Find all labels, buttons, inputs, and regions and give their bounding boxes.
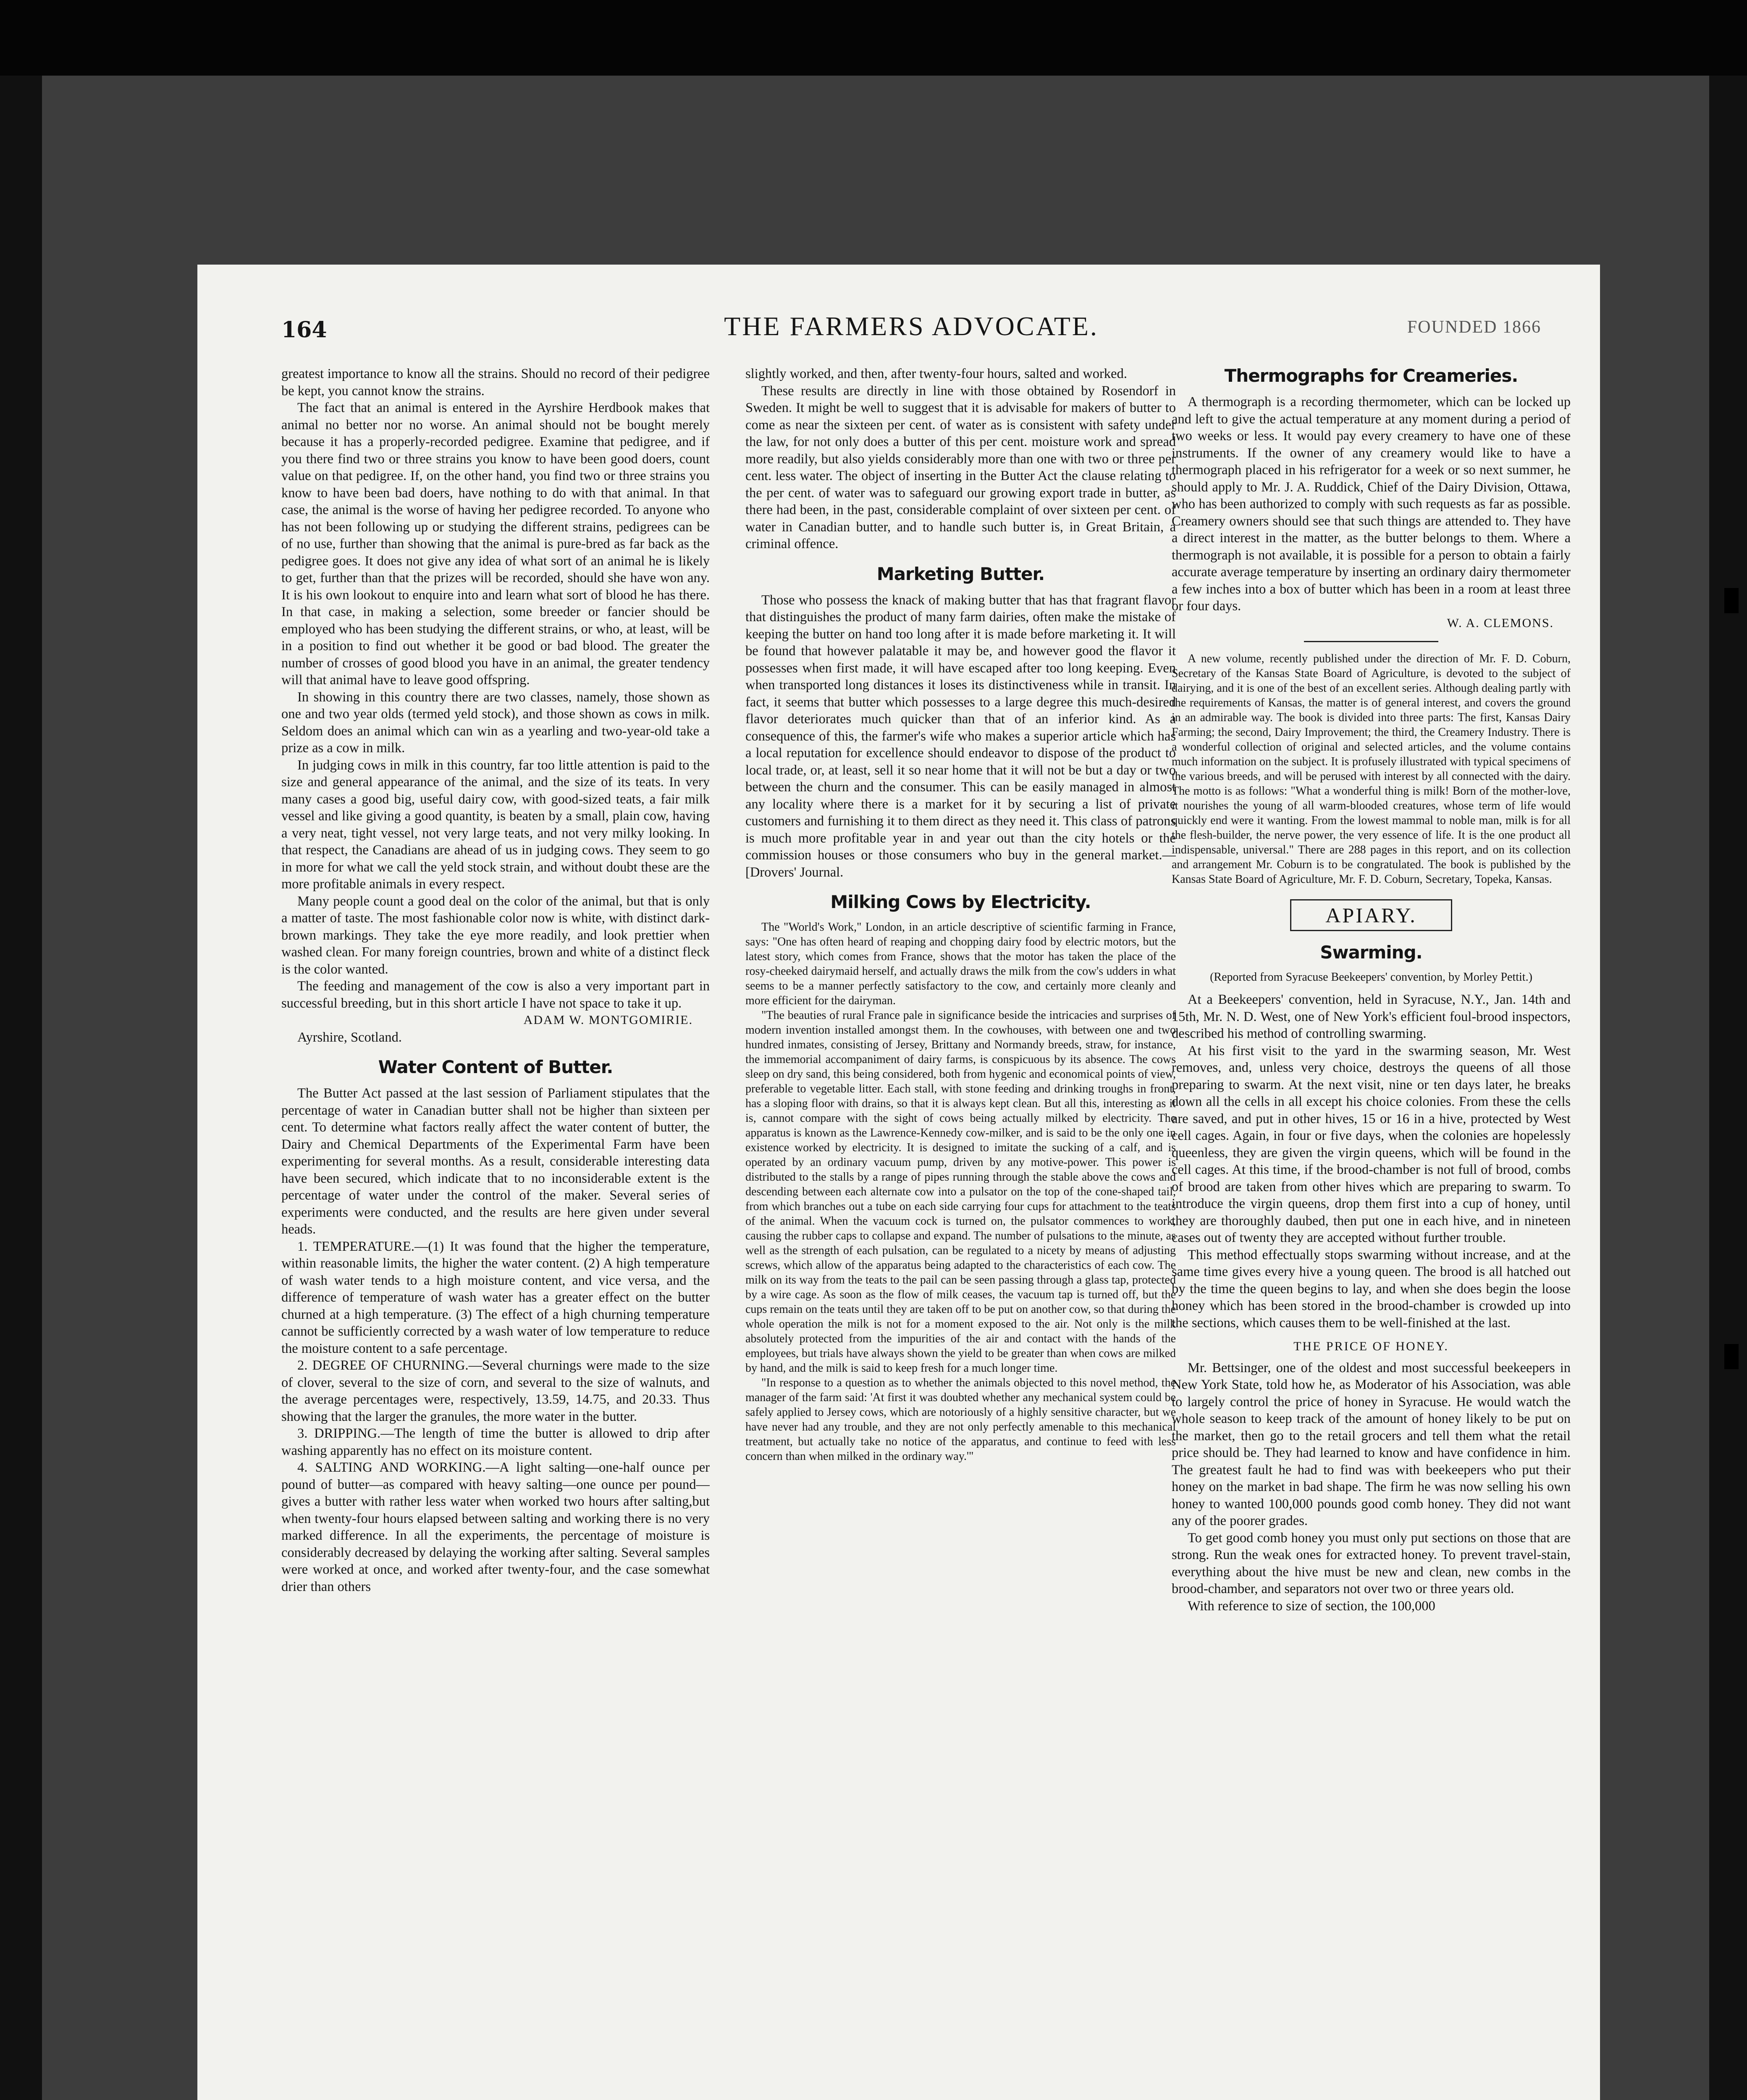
article-heading: Marketing Butter. — [876, 563, 1045, 584]
paragraph: These results are directly in line with those obtained by Rosendorf in Sweden. It might be well to suggest that it is advisable for makers of butter to come as near the sixteen per cent. of water as is consistent with safety under the law, for not only does a butter of this per cent. moisture work and spread more readily, but also yields considerably more than one with two or three per cent. less water. The object of inserting in the Butter Act the clause relating to the per cent. of water was to safeguard our growing export trade in butter, as there had been, in the past, considerable complaint of over sixteen per cent. of water in Canadian butter, and to handle such butter is, in Great Britain, a criminal offence. — [745, 383, 1176, 551]
page-number: 164 — [281, 317, 327, 343]
paragraph: A thermograph is a recording thermometer, which can be locked up and left to give the actual temperature at any moment during a period of two weeks or less. It would pay every creamery to have one of these instruments. If the owner of any creamery would like to have a thermograph placed in his refrigerator for a week or so next summer, he should apply to Mr. J. A. Ruddick, Chief of the Dairy Division, Ottawa, who has been authorized to comply with such requests as far as possible. Creamery owners should see that such things are attended to. They have a direct interest in the matter, as the butter belongs to them. Where a thermograph is not available, it is possible for a person to obtain a fairly accurate average temperature by inserting an ordinary dairy thermometer a few inches into a box of butter which has been in a room at least three or four days. — [1172, 394, 1571, 614]
paragraph: 4. SALTING AND WORKING.—A light salting—one-half ounce per pound of butter—as compared with heavy salting—one ounce per pound—gives a butter with rather less water when worked two hours after salting,but when twenty-four hours elapsed between salting and working there is no very marked difference. In all the experiments, the percentage of moisture is considerably decreased by delaying the working after salting. Several samples were worked at once, and worked after twenty-four, and the case somewhat drier than others — [281, 1460, 710, 1594]
paragraph: Those who possess the knack of making butter that has that fragrant flavor that distinguishes the product of many farm dairies, often make the mistake of keeping the butter on hand too long after it is made before marketing it. It will be found that however palatable it may be, and however good the flavor it possesses when first made, it will have escaped after too long keeping. Even when transported long distances it loses its distinctiveness while in transit. In fact, it seems that butter which possesses to a large degree this much-desired flavor deteriorates much quicker than that of an inferior kind. As a consequence of this, the farmer's wife who makes a superior article which has a local reputation for excellence should endeavor to dispose of the product to local trade, or, at least, sell it so near home that it will not be but a day or two between the churn and the consumer. This can be easily managed in almost any locality where there is a market for it by securing a list of private customers and furnishing it to them direct as they need it. This class of patrons is much more profitable year in and year out than the city hotels or the commission houses or those consumers who buy in the general market.—[Drovers' Journal. — [745, 592, 1176, 880]
article-heading: Water Content of Butter. — [378, 1057, 613, 1077]
paragraph: 1. TEMPERATURE.—(1) It was found that the higher the temperature, within reasonable limits, the higher the water content. (2) A high temperature of wash water tends to a high moisture content, and vice versa, and the difference of temperature of wash water has a greater effect on the butter churned at a high temperature. (3) The effect of a high churning temperature cannot be sufficiently corrected by a wash water of low temperature to reduce the moisture content to a safe percentage. — [281, 1239, 710, 1356]
paragraph: The feeding and management of the cow is also a very important part in successful breeding, but in this short article I have not space to take it up. — [281, 979, 710, 1011]
newspaper-page — [197, 265, 1600, 2100]
column-2 — [745, 365, 1176, 2100]
paragraph: slightly worked, and then, after twenty-four hours, salted and worked. — [745, 366, 1127, 381]
masthead: THE FARMERS ADVOCATE. — [724, 311, 1099, 341]
divider — [1304, 641, 1438, 642]
paragraph: Mr. Bettsinger, one of the oldest and most successful beekeepers in New York State, told how he, as Moderator of his Association, was able to largely control the price of honey in Syracuse. He would watch the whole season to keep track of the amount of honey likely to be put on the market, then go to the retail grocers and tell them what the retail price should be. They had learned to know and have confidence in him. The greatest fault he had to find was with beekeepers who put their honey on the market in bad shape. The firm he was now selling his own honey to wanted 100,000 pounds good comb honey. They did not want any of the poorer grades. — [1172, 1360, 1571, 1528]
column-3 — [1172, 365, 1571, 2100]
paragraph: 2. DEGREE OF CHURNING.—Several churnings were made to the size of clover, several to the size of corn, and several to the size of walnuts, and the average percentages were, respectively, 13.59, 14.75, and 20.33. Thus showing that the larger the granules, the more water in the butter. — [281, 1358, 710, 1424]
paragraph: In judging cows in milk in this country, far too little attention is paid to the size and general appearance of the animal, and the size of its teats. In very many cases a good big, useful dairy cow, with good-sized teats, a fair milk vessel and like giving a good quantity, is beaten by a small, plain cow, having a very neat, tight vessel, not very large teats, and not very milky looking. In that respect, the Canadians are ahead of us in judging cows. They seem to go in more for what we call the yeld stock strain, and without doubt these are the more profitable animals in every respect. — [281, 757, 710, 892]
film-sprocket-hole — [1724, 1344, 1739, 1369]
subheading: THE PRICE OF HONEY. — [1293, 1339, 1449, 1353]
paragraph: To get good comb honey you must only put sections on those that are strong. Run the weak ones for extracted honey. To prevent travel-stain, everything about the hive must be new and clean, new combs in the brood-chamber, and separators not over two or three years old. — [1172, 1530, 1571, 1596]
author-signature: ADAM W. MONTGOMIRIE. — [523, 1013, 693, 1027]
paragraph: The Butter Act passed at the last session of Parliament stipulates that the percentage of water in Canadian butter shall not be higher than sixteen per cent. To determine what factors really affect the water content of butter, the Dairy and Chemical Departments of the Experimental Farm have been experimenting for several months. As a result, considerable interesting data have been secured, which indicate that to no inconsiderable extent is the percentage of water under the control of the maker. Several series of experiments were conducted, and the results are here given under several heads. — [281, 1086, 710, 1237]
article-heading: Swarming. — [1320, 942, 1422, 963]
founded-line: FOUNDED 1866 — [1407, 318, 1541, 337]
paragraph: A new volume, recently published under the direction of Mr. F. D. Coburn, Secretary of the Kansas State Board of Agriculture, is devoted to the subject of dairying, and it is one of the best of an excellent series. Although dealing partly with the requirements of Kansas, the matter is of general interest, and covers the ground in an admirable way. The book is divided into three parts: The first, Kansas Dairy Farming; the second, Dairy Improvement; the third, the Creamery Industry. There is a wonderful collection of original and selected articles, and the volume contains much information on the subject. It is profusely illustrated with typical specimens of the various breeds, and will be perused with interest by all connected with the dairy. The motto is as follows: "What a wonderful thing is milk! Born of the mother-love, it nourishes the young of all warm-blooded creatures, whose term of life would quickly end were it wanting. From the lowest mammal to noble man, milk is for all the flesh-builder, the nerve power, the very essence of life. It is the one product all indispensable, universal." There are 288 pages in this report, and on its collection and arrangement Mr. Coburn is to be congratulated. The book is published by the Kansas State Board of Agriculture, Mr. F. D. Coburn, Secretary, Topeka, Kansas. — [1172, 652, 1571, 886]
article-heading: Thermographs for Creameries. — [1224, 365, 1518, 386]
paragraph: Many people count a good deal on the color of the animal, but that is only a matter of taste. The most fashionable color now is white, with distinct dark-brown markings. They take the eye more readily, and look prettier when washed clean. For many foreign countries, brown and white of a distinct fleck is the color wanted. — [281, 893, 710, 977]
dateline: Ayrshire, Scotland. — [297, 1029, 402, 1045]
paragraph: In showing in this country there are two classes, namely, those shown as one and two year olds (termed yeld stock), and those shown as cows in milk. Seldom does an animal which can win as a yearling and two-year-old take a prize as a cow in milk. — [281, 689, 710, 756]
paragraph: "In response to a question as to whether the animals objected to this novel method, the manager of the farm said: 'At first it was doubted whether any mechanical system could be safely applied to Jersey cows, which are notoriously of a highly sensitive character, but we have never had any trouble, and they are not only perfectly amenable to this mechanical treatment, but actually take no notice of the apparatus, and continue to feed with less concern than when milked in the ordinary way.'" — [745, 1376, 1176, 1463]
paragraph: greatest importance to know all the strains. Should no record of their pedigree be kept, you cannot know the strains. — [281, 366, 710, 399]
paragraph: 3. DRIPPING.—The length of time the butter is allowed to drip after washing apparently has no effect on its moisture content. — [281, 1426, 710, 1458]
paragraph: The fact that an animal is entered in the Ayrshire Herdbook makes that animal no better nor no worse. An animal should not be bought merely because it has a properly-recorded pedigree. Examine that pedigree, and if you there find two or three strains you know to have been good doers, count value on that pedigree. If, on the other hand, you find two or three strains you know to have been bad doers, have nothing to do with that animal. In that case, the animal is the worse of having her pedigree recorded. To anyone who has not been following up or studying the different strains, pedigrees can be of no use, further than showing that the animal is pure-bred as far back as the pedigree goes. It does not give any idea of what sort of an animal he is likely to get, further than that the prizes will be recorded, should she have won any. It is his own lookout to enquire into and learn what sort of blood he has there. In that case, in making a selection, some breeder or fancier should be employed who has been studying the different strains, or who, at least, will be in a position to find out whether it be good or bad blood. The greater the number of crosses of good blood you have in an animal, the greater tendency will that animal have to leave good offspring. — [281, 400, 710, 688]
paragraph: At his first visit to the yard in the swarming season, Mr. West removes, and, unless very choice, destroys the queens of all those preparing to swarm. At the next visit, nine or ten days later, he breaks down all the cells in all except his choice colonies. From these the cells are saved, and put in other hives, 15 or 16 in a hive, protected by West cell cages. Again, in four or five days, when the colonies are hopelessly queenless, they are given the virgin queens, which will be found in the cell cages. At this time, if the brood-chamber is not full of brood, combs of brood are taken from other hives which are preparing to swarm. To introduce the virgin queens, drop them first into a cup of honey, until they are thoroughly daubed, then put one in each hive, and in nineteen cases out of twenty they are accepted without further trouble. — [1172, 1043, 1571, 1245]
article-heading: Milking Cows by Electricity. — [830, 892, 1091, 912]
paragraph: With reference to size of section, the 100,000 — [1188, 1598, 1435, 1614]
film-frame-top — [0, 0, 1747, 76]
page-header — [197, 311, 1600, 349]
paragraph: The "World's Work," London, in an article descriptive of scientific farming in France, says: "One has often heard of reaping and chopping dairy food by electric motors, but the latest story, which comes from France, shows that the motor has taken the place of the rosy-cheeked dairymaid herself, and actually draws the milk from the cow's udders in what seems to be a manner perfectly satisfactory to the cow, and certainly more cleanly and more efficient for the dairyman. — [745, 921, 1176, 1007]
column-1 — [281, 365, 710, 2100]
paragraph: At a Beekeepers' convention, held in Syracuse, N.Y., Jan. 14th and 15th, Mr. N. D. West, one of New York's efficient foul-brood inspectors, described his method of controlling swarming. — [1172, 992, 1571, 1041]
section-label: APIARY. — [1290, 899, 1452, 931]
author-signature: W. A. CLEMONS. — [1447, 616, 1554, 630]
paragraph: This method effectually stops swarming without increase, and at the same time gives every hive a young queen. The brood is all hatched out by the time the queen begins to lay, and when she does begin the loose honey which has been stored in the brood-chamber is crowded up into the sections, which causes them to be well-finished at the last. — [1172, 1247, 1571, 1331]
article-caption: (Reported from Syracuse Beekeepers' convention, by Morley Pettit.) — [1210, 971, 1532, 984]
film-sprocket-hole — [1724, 588, 1739, 613]
paragraph: "The beauties of rural France pale in significance beside the intricacies and surprises of modern invention installed amongst them. In the cowhouses, with between one and two hundred inmates, consisting of Jersey, Brittany and Normandy breeds, straw, for instance, the immemorial accompaniment of dairy farms, is conspicuous by its absence. The cows sleep on dry sand, this being considered, both from hygenic and economical points of view, preferable to vegetable litter. Each stall, with stone feeding and drinking troughs in front, has a sloping floor with drains, so that it is always kept clean. But all this, interesting as it is, cannot compare with the sight of cows being actually milked by electricity. The apparatus is known as the Lawrence-Kennedy cow-milker, and is said to be the only one in existence worked by electricity. It is designed to imitate the sucking of a calf, and is operated by an ordinary vacuum pump, driven by any motive-power. This power is distributed to the stalls by a range of pipes running through the stable above the cows and descending between each alternate cow into a pulsator on the top of the cone-shaped tail, from which branches out a tube on each side carrying four cups for attachment to the teats of the animal. When the vacuum cock is turned on, the pulsator commences to work, causing the rubber caps to collapse and expand. The number of pulsations to the minute, as well as the strength of each pulsation, can be regulated to a nicety by means of adjusting screws, which allow of the apparatus being adapted to the characteristics of each cow. The milk on its way from the teats to the pail can be seen passing through a glass tap, protected by a wire cage. As soon as the flow of milk ceases, the vacuum tap is turned off, but the cups remain on the teats until they are taken off to be put on another cow, so that during the whole operation the milk is not for a moment exposed to the air. Not only is the milk absolutely protected from the impurities of the air and contact with the hands of the employees, but trials have always shown the yield to be greater than when cows are milked by hand, and the milk is said to keep fresh for a much longer time. — [745, 1009, 1176, 1375]
